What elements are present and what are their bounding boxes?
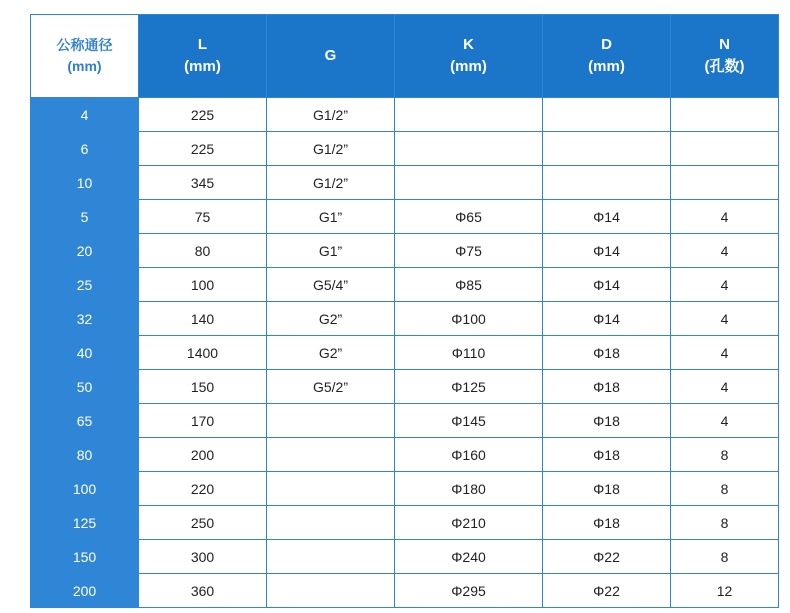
table-row	[31, 574, 779, 608]
cell-thread-g: G1/2”	[267, 166, 395, 200]
cell-length-l: 1400	[139, 336, 267, 370]
table-row	[31, 166, 779, 200]
cell-dim-d: Φ18	[543, 336, 671, 370]
column-header-unit: (mm)	[184, 58, 221, 75]
table-row	[31, 404, 779, 438]
cell-dim-k: Φ240	[395, 540, 543, 574]
column-header-unit: (mm)	[67, 58, 102, 74]
table-row	[31, 472, 779, 506]
cell-hole-count-n	[671, 132, 779, 166]
cell-nominal-diameter: 200	[31, 574, 139, 608]
cell-thread-g: G2”	[267, 302, 395, 336]
cell-length-l: 140	[139, 302, 267, 336]
column-header-thread-g	[267, 15, 395, 98]
cell-thread-g	[267, 506, 395, 540]
cell-dim-d	[543, 166, 671, 200]
cell-dim-d: Φ18	[543, 506, 671, 540]
cell-length-l: 250	[139, 506, 267, 540]
column-header-label: L	[197, 35, 208, 53]
cell-dim-k: Φ75	[395, 234, 543, 268]
cell-hole-count-n: 8	[671, 506, 779, 540]
cell-length-l: 75	[139, 200, 267, 234]
cell-nominal-diameter: 32	[31, 302, 139, 336]
cell-hole-count-n: 4	[671, 404, 779, 438]
cell-length-l: 150	[139, 370, 267, 404]
column-header-unit: (mm)	[588, 58, 625, 75]
cell-length-l: 360	[139, 574, 267, 608]
cell-hole-count-n: 4	[671, 302, 779, 336]
cell-nominal-diameter: 5	[31, 200, 139, 234]
cell-dim-k: Φ295	[395, 574, 543, 608]
cell-nominal-diameter: 125	[31, 506, 139, 540]
cell-length-l: 225	[139, 98, 267, 132]
cell-length-l: 300	[139, 540, 267, 574]
table-row	[31, 234, 779, 268]
table-row	[31, 540, 779, 574]
cell-hole-count-n: 4	[671, 200, 779, 234]
cell-length-l: 80	[139, 234, 267, 268]
cell-hole-count-n: 4	[671, 336, 779, 370]
cell-hole-count-n: 4	[671, 268, 779, 302]
cell-thread-g	[267, 404, 395, 438]
column-header-unit: (mm)	[450, 58, 487, 75]
cell-dim-k	[395, 166, 543, 200]
column-header-label: 公称通径	[56, 37, 113, 53]
cell-nominal-diameter: 100	[31, 472, 139, 506]
cell-nominal-diameter: 50	[31, 370, 139, 404]
cell-dim-k: Φ125	[395, 370, 543, 404]
column-header-hole-count-n	[671, 15, 779, 98]
cell-nominal-diameter: 6	[31, 132, 139, 166]
table-row	[31, 200, 779, 234]
cell-dim-k: Φ110	[395, 336, 543, 370]
cell-thread-g: G2”	[267, 336, 395, 370]
cell-thread-g	[267, 472, 395, 506]
cell-nominal-diameter: 20	[31, 234, 139, 268]
cell-dim-k: Φ180	[395, 472, 543, 506]
cell-dim-d: Φ22	[543, 540, 671, 574]
table-header	[31, 15, 779, 98]
cell-dim-d: Φ14	[543, 200, 671, 234]
cell-dim-k: Φ85	[395, 268, 543, 302]
table-body	[31, 98, 779, 608]
cell-nominal-diameter: 10	[31, 166, 139, 200]
cell-nominal-diameter: 40	[31, 336, 139, 370]
cell-dim-k: Φ210	[395, 506, 543, 540]
cell-nominal-diameter: 65	[31, 404, 139, 438]
cell-dim-d: Φ18	[543, 404, 671, 438]
column-header-dim-d	[543, 15, 671, 98]
cell-thread-g	[267, 438, 395, 472]
column-header-label: G	[324, 46, 337, 64]
table-row	[31, 506, 779, 540]
cell-length-l: 220	[139, 472, 267, 506]
cell-length-l: 225	[139, 132, 267, 166]
cell-dim-k	[395, 132, 543, 166]
cell-dim-d: Φ18	[543, 370, 671, 404]
cell-thread-g	[267, 574, 395, 608]
cell-hole-count-n: 4	[671, 234, 779, 268]
cell-dim-d	[543, 98, 671, 132]
cell-length-l: 345	[139, 166, 267, 200]
cell-dim-d: Φ18	[543, 472, 671, 506]
cell-dim-k: Φ145	[395, 404, 543, 438]
table-row	[31, 98, 779, 132]
cell-dim-k: Φ100	[395, 302, 543, 336]
cell-hole-count-n	[671, 166, 779, 200]
cell-dim-d: Φ14	[543, 302, 671, 336]
cell-hole-count-n: 4	[671, 370, 779, 404]
cell-dim-k: Φ160	[395, 438, 543, 472]
column-header-label: K	[463, 35, 474, 53]
cell-dim-d: Φ18	[543, 438, 671, 472]
cell-nominal-diameter: 4	[31, 98, 139, 132]
table-row	[31, 268, 779, 302]
cell-thread-g: G1”	[267, 200, 395, 234]
column-header-unit: (孔数)	[704, 58, 745, 75]
specification-table	[30, 14, 779, 608]
cell-dim-d: Φ14	[543, 268, 671, 302]
column-header-nominal-diameter	[31, 15, 139, 98]
cell-length-l: 100	[139, 268, 267, 302]
cell-nominal-diameter: 80	[31, 438, 139, 472]
cell-hole-count-n	[671, 98, 779, 132]
cell-nominal-diameter: 25	[31, 268, 139, 302]
cell-hole-count-n: 8	[671, 438, 779, 472]
cell-dim-k: Φ65	[395, 200, 543, 234]
column-header-label: N	[719, 35, 730, 53]
table-header-row	[31, 15, 779, 98]
cell-length-l: 200	[139, 438, 267, 472]
cell-hole-count-n: 12	[671, 574, 779, 608]
cell-dim-k	[395, 98, 543, 132]
table-row	[31, 132, 779, 166]
cell-thread-g: G1/2”	[267, 98, 395, 132]
cell-thread-g: G1/2”	[267, 132, 395, 166]
cell-dim-d	[543, 132, 671, 166]
table-row	[31, 370, 779, 404]
cell-dim-d: Φ22	[543, 574, 671, 608]
column-header-length-l	[139, 15, 267, 98]
cell-length-l: 170	[139, 404, 267, 438]
cell-nominal-diameter: 150	[31, 540, 139, 574]
table-row	[31, 438, 779, 472]
column-header-dim-k	[395, 15, 543, 98]
cell-hole-count-n: 8	[671, 472, 779, 506]
table-row	[31, 302, 779, 336]
cell-thread-g: G5/2”	[267, 370, 395, 404]
cell-thread-g: G5/4”	[267, 268, 395, 302]
column-header-label: D	[601, 35, 612, 53]
cell-dim-d: Φ14	[543, 234, 671, 268]
table-row	[31, 336, 779, 370]
cell-hole-count-n: 8	[671, 540, 779, 574]
cell-thread-g	[267, 540, 395, 574]
cell-thread-g: G1”	[267, 234, 395, 268]
